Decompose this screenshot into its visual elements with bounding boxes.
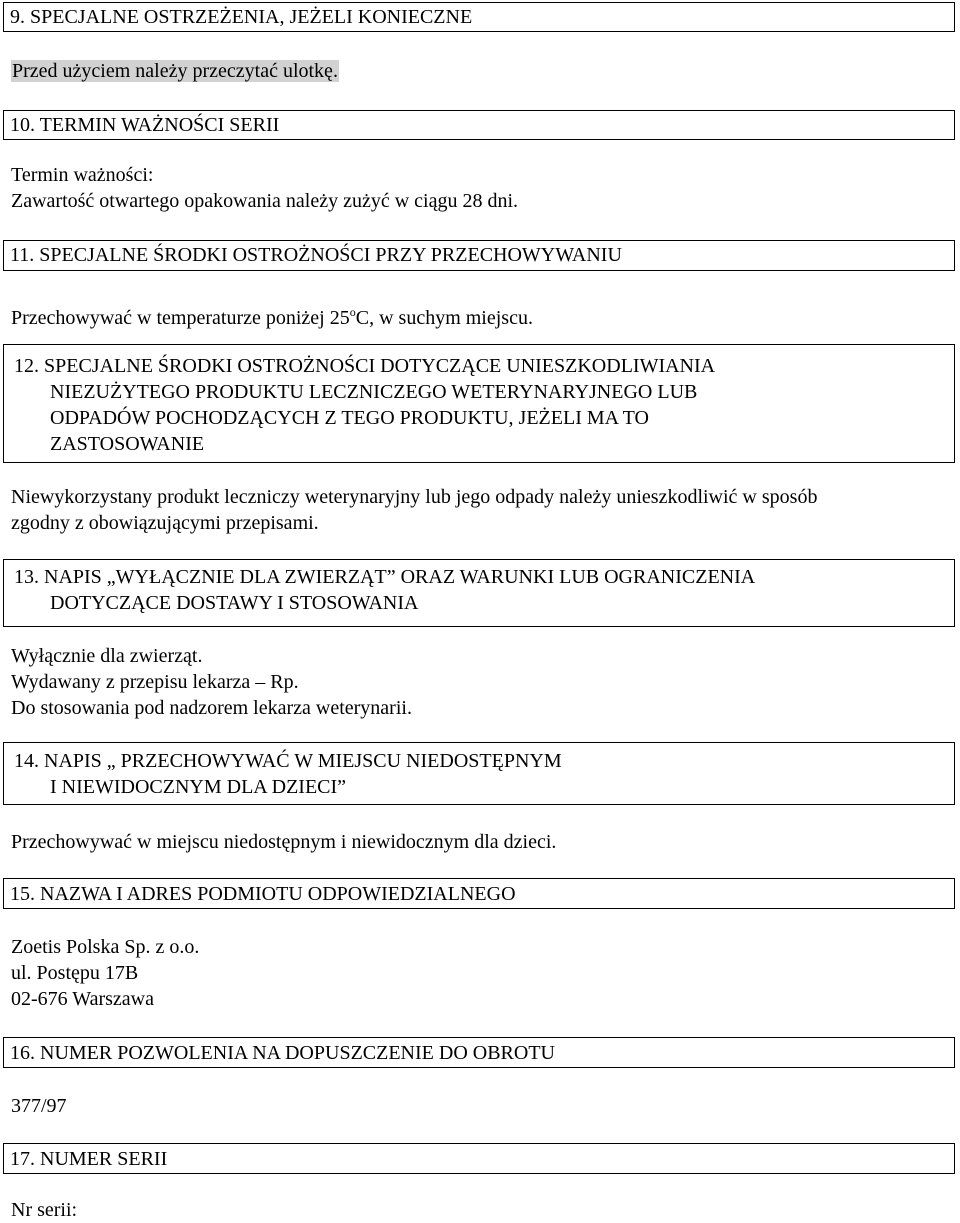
section-12-heading-line-2: NIEZUŻYTEGO PRODUKTU LECZNICZEGO WETERYNARYJNEGO LUB <box>50 381 698 403</box>
section-12-heading-line-1: 12. SPECJALNE ŚRODKI OSTROŻNOŚCI DOTYCZĄCE UNIESZKODLIWIANIA <box>14 355 716 377</box>
section-17-heading-box <box>3 1143 955 1174</box>
expiry-label: Termin ważności: <box>11 164 154 186</box>
storage-text-part-1: Przechowywać w temperaturze poniżej 25 <box>11 307 350 329</box>
storage-temperature-text <box>11 299 533 331</box>
disposal-text-line-2: zgodny z obowiązującymi przepisami. <box>11 512 319 534</box>
animals-only-text: Wyłącznie dla zwierząt. <box>11 645 203 667</box>
section-13-heading-line-2: DOTYCZĄCE DOSTAWY I STOSOWANIA <box>50 592 419 614</box>
vet-supervision-text: Do stosowania pod nadzorem lekarza weterynarii. <box>11 697 412 719</box>
section-14-heading-line-1: 14. NAPIS „ PRZECHOWYWAĆ W MIEJSCU NIEDOSTĘPNYM <box>14 750 562 772</box>
section-10-heading-box <box>3 110 955 140</box>
section-13-heading-box <box>3 559 955 627</box>
batch-number-label: Nr serii: <box>11 1199 78 1221</box>
section-11-heading-box <box>3 240 955 271</box>
children-storage-text: Przechowywać w miejscu niedostępnym i niewidocznym dla dzieci. <box>11 831 557 853</box>
section-13-heading-line-1: 13. NAPIS „WYŁĄCZNIE DLA ZWIERZĄT” ORAZ WARUNKI LUB OGRANICZENIA <box>14 566 756 588</box>
company-name: Zoetis Polska Sp. z o.o. <box>11 936 200 958</box>
section-15-heading: 15. NAZWA I ADRES PODMIOTU ODPOWIEDZIALNEGO <box>10 883 516 905</box>
section-16-heading-box <box>3 1037 955 1068</box>
section-11-heading: 11. SPECJALNE ŚRODKI OSTROŻNOŚCI PRZY PRZECHOWYWANIU <box>10 244 622 266</box>
section-14-heading-box <box>3 742 955 805</box>
section-15-heading-box <box>3 878 955 909</box>
section-12-heading <box>14 353 715 457</box>
section-13-heading <box>14 564 755 616</box>
section-12-heading-line-4: ZASTOSOWANIE <box>50 433 205 455</box>
section-9-heading-box <box>3 2 955 32</box>
highlighted-warning-text: Przed użyciem należy przeczytać ulotkę. <box>12 60 338 82</box>
section-16-heading: 16. NUMER POZWOLENIA NA DOPUSZCZENIE DO OBROTU <box>10 1042 555 1064</box>
section-9-text <box>11 58 339 84</box>
opened-package-note: Zawartość otwartego opakowania należy zużyć w ciągu 28 dni. <box>11 190 519 212</box>
section-10-heading: 10. TERMIN WAŻNOŚCI SERII <box>10 114 280 136</box>
company-street: ul. Postępu 17B <box>11 962 139 984</box>
authorization-number: 377/97 <box>11 1095 67 1117</box>
section-14-heading <box>14 748 562 800</box>
degree-symbol: o <box>349 305 356 319</box>
section-12-heading-box <box>3 344 955 463</box>
section-12-heading-line-3: ODPADÓW POCHODZĄCYCH Z TEGO PRODUKTU, JEŻELI MA TO <box>50 407 649 429</box>
disposal-text-line-1: Niewykorzystany produkt leczniczy weterynaryjny lub jego odpady należy unieszkodliwić w sposób <box>11 486 818 508</box>
section-9-heading: 9. SPECJALNE OSTRZEŻENIA, JEŻELI KONIECZNE <box>10 6 473 28</box>
prescription-text: Wydawany z przepisu lekarza – Rp. <box>11 671 299 693</box>
section-17-heading: 17. NUMER SERII <box>10 1148 168 1170</box>
storage-text-part-2: C, w suchym miejscu. <box>355 307 533 329</box>
section-14-heading-line-2: I NIEWIDOCZNYM DLA DZIECI” <box>50 776 347 798</box>
company-city: 02-676 Warszawa <box>11 988 154 1010</box>
